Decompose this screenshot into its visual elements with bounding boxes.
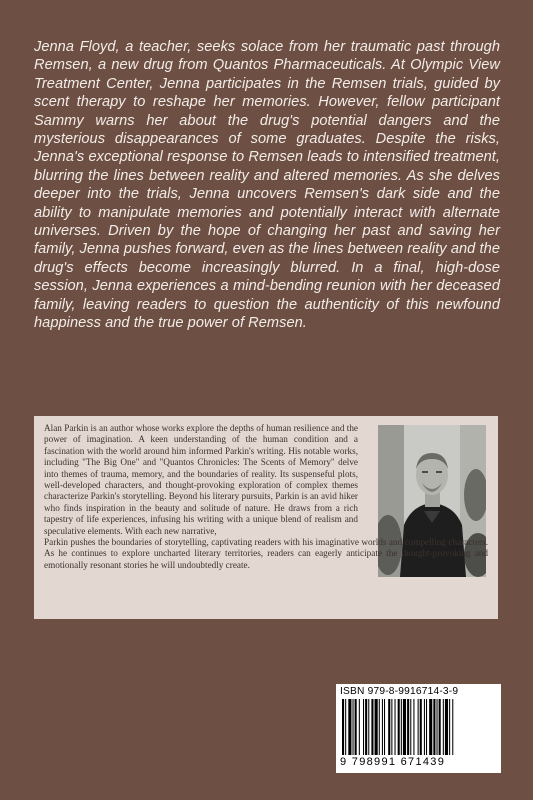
author-bio-paragraph-1: Alan Parkin is an author whose works explore the depths of human resilience and the power of imagination. A keen understanding of the human condition and a fascination with the world around him informed Parkin's writing. His notable works, including "The Big One" and "Quantos Chronicles: The Scents of Memory" delve into themes of trauma, memory, and the boundaries of reality. Its suspenseful plots, well-developed characters, and thought-provoking exploration of complex themes characterize Parkin's storytelling. Beyond his literary pursuits, Parkin is an avid hiker who finds inspiration in the beauty and solitude of nature. He draws from a rich tapestry of life experiences, infusing his writing with a unique blend of realism and speculative elements. With each new narrative, <box>44 423 358 536</box>
author-bio-paragraph-2: Parkin pushes the boundaries of storytelling, captivating readers with his imaginative worlds and compelling characters. As he continues to explore uncharted literary territories, readers can eagerly anticipate the thought-provoking and emotionally resonant stories he will undoubtedly create. <box>44 537 488 570</box>
isbn-barcode <box>336 684 501 773</box>
synopsis-text: Jenna Floyd, a teacher, seeks solace from her traumatic past through Remsen, a new drug from Quantos Pharmaceuticals. At Olympic View Treatment Center, Jenna participates in the Remsen trials, guided by scent therapy to reshape her memories. However, fellow participant Sammy warns her about the drug's potential dangers and the mysterious disappearances of some graduates. Despite the risks, Jenna's exceptional response to Remsen leads to intensified treatment, blurring the lines between reality and altered memories. As she delves deeper into the trials, Jenna uncovers Remsen's dark side and the ability to manipulate memories and potentially interact with alternate universes. Driven by the hope of changing her past and saving her family, Jenna pushes forward, even as the lines between reality and the drug's effects become increasingly blurred. In a final, high-dose session, Jenna experiences a mind-bending reunion with her deceased family, leaving readers to question the authenticity of this newfound happiness and the true power of Remsen. <box>34 39 500 332</box>
isbn-label: ISBN 979-8-9916714-3-9 <box>340 686 459 697</box>
author-bio-text <box>44 423 488 571</box>
author-bio-box <box>34 416 498 619</box>
barcode-digits: 9 798991 671439 <box>340 756 446 768</box>
barcode-bars <box>342 699 496 755</box>
